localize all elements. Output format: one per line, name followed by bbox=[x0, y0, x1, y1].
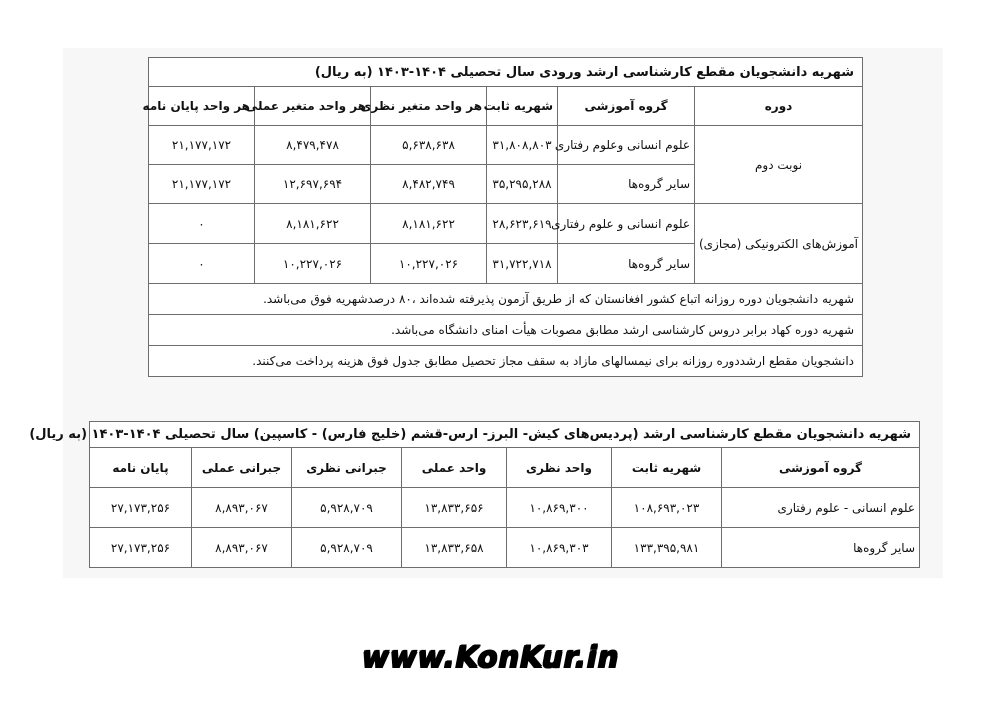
comp-theory-cell: ۵,۹۲۸,۷۰۹ bbox=[292, 488, 402, 528]
practical-cell: ۱۳,۸۳۳,۶۵۶ bbox=[402, 488, 507, 528]
comp-practical-cell: ۸,۸۹۳,۰۶۷ bbox=[192, 528, 292, 568]
fixed-cell: ۳۵,۲۹۵,۲۸۸ bbox=[487, 165, 558, 204]
group-cell: سایر گروه‌ها bbox=[558, 244, 695, 284]
practical-cell: ۸,۴۷۹,۴۷۸ bbox=[255, 126, 371, 165]
header-comp-theory: جبرانی نظری bbox=[292, 448, 402, 488]
header-fixed: شهریه ثابت bbox=[487, 87, 558, 126]
table-row bbox=[149, 204, 863, 244]
thesis-cell: ۲۷,۱۷۳,۲۵۶ bbox=[90, 488, 192, 528]
header-comp-practical: جبرانی عملی bbox=[192, 448, 292, 488]
note-2: شهریه دوره کهاد برابر دروس کارشناسی ارشد مطابق مصوبات هیأت امنای دانشگاه می‌باشد. bbox=[149, 315, 863, 346]
fixed-cell: ۲۸,۶۲۳,۶۱۹ bbox=[487, 204, 558, 244]
note-3: دانشجویان مقطع ارشددوره روزانه برای نیمسالهای مازاد به سقف مجاز تحصیل مطابق جدول فوق هزینه پرداخت می‌کنند. bbox=[149, 346, 863, 377]
group-cell: سایر گروه‌ها bbox=[558, 165, 695, 204]
thesis-cell: ۰ bbox=[149, 244, 255, 284]
fixed-cell: ۱۰۸,۶۹۳,۰۲۳ bbox=[612, 488, 722, 528]
header-practical-unit: واحد عملی bbox=[402, 448, 507, 488]
theory-cell: ۱۰,۲۲۷,۰۲۶ bbox=[371, 244, 487, 284]
practical-cell: ۱۰,۲۲۷,۰۲۶ bbox=[255, 244, 371, 284]
note-1: شهریه دانشجویان دوره روزانه اتباع کشور افغانستان که از طریق آزمون پذیرفته شده‌اند ،۸۰ درصدشهریه فوق می‌باشد. bbox=[149, 284, 863, 315]
table-row bbox=[90, 488, 920, 528]
theory-cell: ۱۰,۸۶۹,۳۰۳ bbox=[507, 528, 612, 568]
tuition-table-regular bbox=[142, 57, 863, 377]
theory-cell: ۸,۴۸۲,۷۴۹ bbox=[371, 165, 487, 204]
thesis-cell: ۲۷,۱۷۳,۲۵۶ bbox=[90, 528, 192, 568]
period-cell: نوبت دوم bbox=[695, 126, 863, 204]
comp-practical-cell: ۸,۸۹۳,۰۶۷ bbox=[192, 488, 292, 528]
group-cell: علوم انسانی - علوم رفتاری bbox=[722, 488, 920, 528]
header-group: گروه آموزشی bbox=[558, 87, 695, 126]
fixed-cell: ۳۱,۷۲۲,۷۱۸ bbox=[487, 244, 558, 284]
table-row bbox=[90, 528, 920, 568]
group-cell: علوم انسانی وعلوم رفتاری bbox=[558, 126, 695, 165]
header-thesis: پایان نامه bbox=[90, 448, 192, 488]
table1-title: شهریه دانشجویان مقطع کارشناسی ارشد ورودی سال تحصیلی ۱۴۰۴-۱۴۰۳ (به ریال) bbox=[149, 58, 863, 87]
theory-cell: ۸,۱۸۱,۶۲۲ bbox=[371, 204, 487, 244]
table-row bbox=[149, 126, 863, 165]
table2-title: شهریه دانشجویان مقطع کارشناسی ارشد (پردیس‌های کیش- البرز- ارس-قشم (خلیج فارس) - کاسپین) سال تحصیلی ۱۴۰۴-۱۴۰۳ (به ریال) bbox=[90, 422, 920, 448]
header-period: دوره bbox=[695, 87, 863, 126]
header-theory: هر واحد متغیر نظری bbox=[371, 87, 487, 126]
practical-cell: ۱۲,۶۹۷,۶۹۴ bbox=[255, 165, 371, 204]
thesis-cell: ۰ bbox=[149, 204, 255, 244]
period-cell: آموزش‌های الکترونیکی (مجازی) bbox=[695, 204, 863, 284]
fixed-cell: ۳۱,۸۰۸,۸۰۳ bbox=[487, 126, 558, 165]
header-practical: هر واحد متغیر عملی bbox=[255, 87, 371, 126]
practical-cell: ۸,۱۸۱,۶۲۲ bbox=[255, 204, 371, 244]
konkur-watermark-logo[interactable]: www.KonKur.in bbox=[362, 640, 620, 674]
fixed-cell: ۱۳۳,۳۹۵,۹۸۱ bbox=[612, 528, 722, 568]
thesis-cell: ۲۱,۱۷۷,۱۷۲ bbox=[149, 126, 255, 165]
practical-cell: ۱۳,۸۳۳,۶۵۸ bbox=[402, 528, 507, 568]
header-group: گروه آموزشی bbox=[722, 448, 920, 488]
header-thesis: هر واحد پایان نامه bbox=[149, 87, 255, 126]
group-cell: علوم انسانی و علوم رفتاری bbox=[558, 204, 695, 244]
header-theory-unit: واحد نظری bbox=[507, 448, 612, 488]
comp-theory-cell: ۵,۹۲۸,۷۰۹ bbox=[292, 528, 402, 568]
theory-cell: ۵,۶۳۸,۶۳۸ bbox=[371, 126, 487, 165]
group-cell: سایر گروه‌ها bbox=[722, 528, 920, 568]
header-fixed: شهریه ثابت bbox=[612, 448, 722, 488]
theory-cell: ۱۰,۸۶۹,۳۰۰ bbox=[507, 488, 612, 528]
thesis-cell: ۲۱,۱۷۷,۱۷۲ bbox=[149, 165, 255, 204]
tuition-table-campus bbox=[29, 421, 920, 568]
